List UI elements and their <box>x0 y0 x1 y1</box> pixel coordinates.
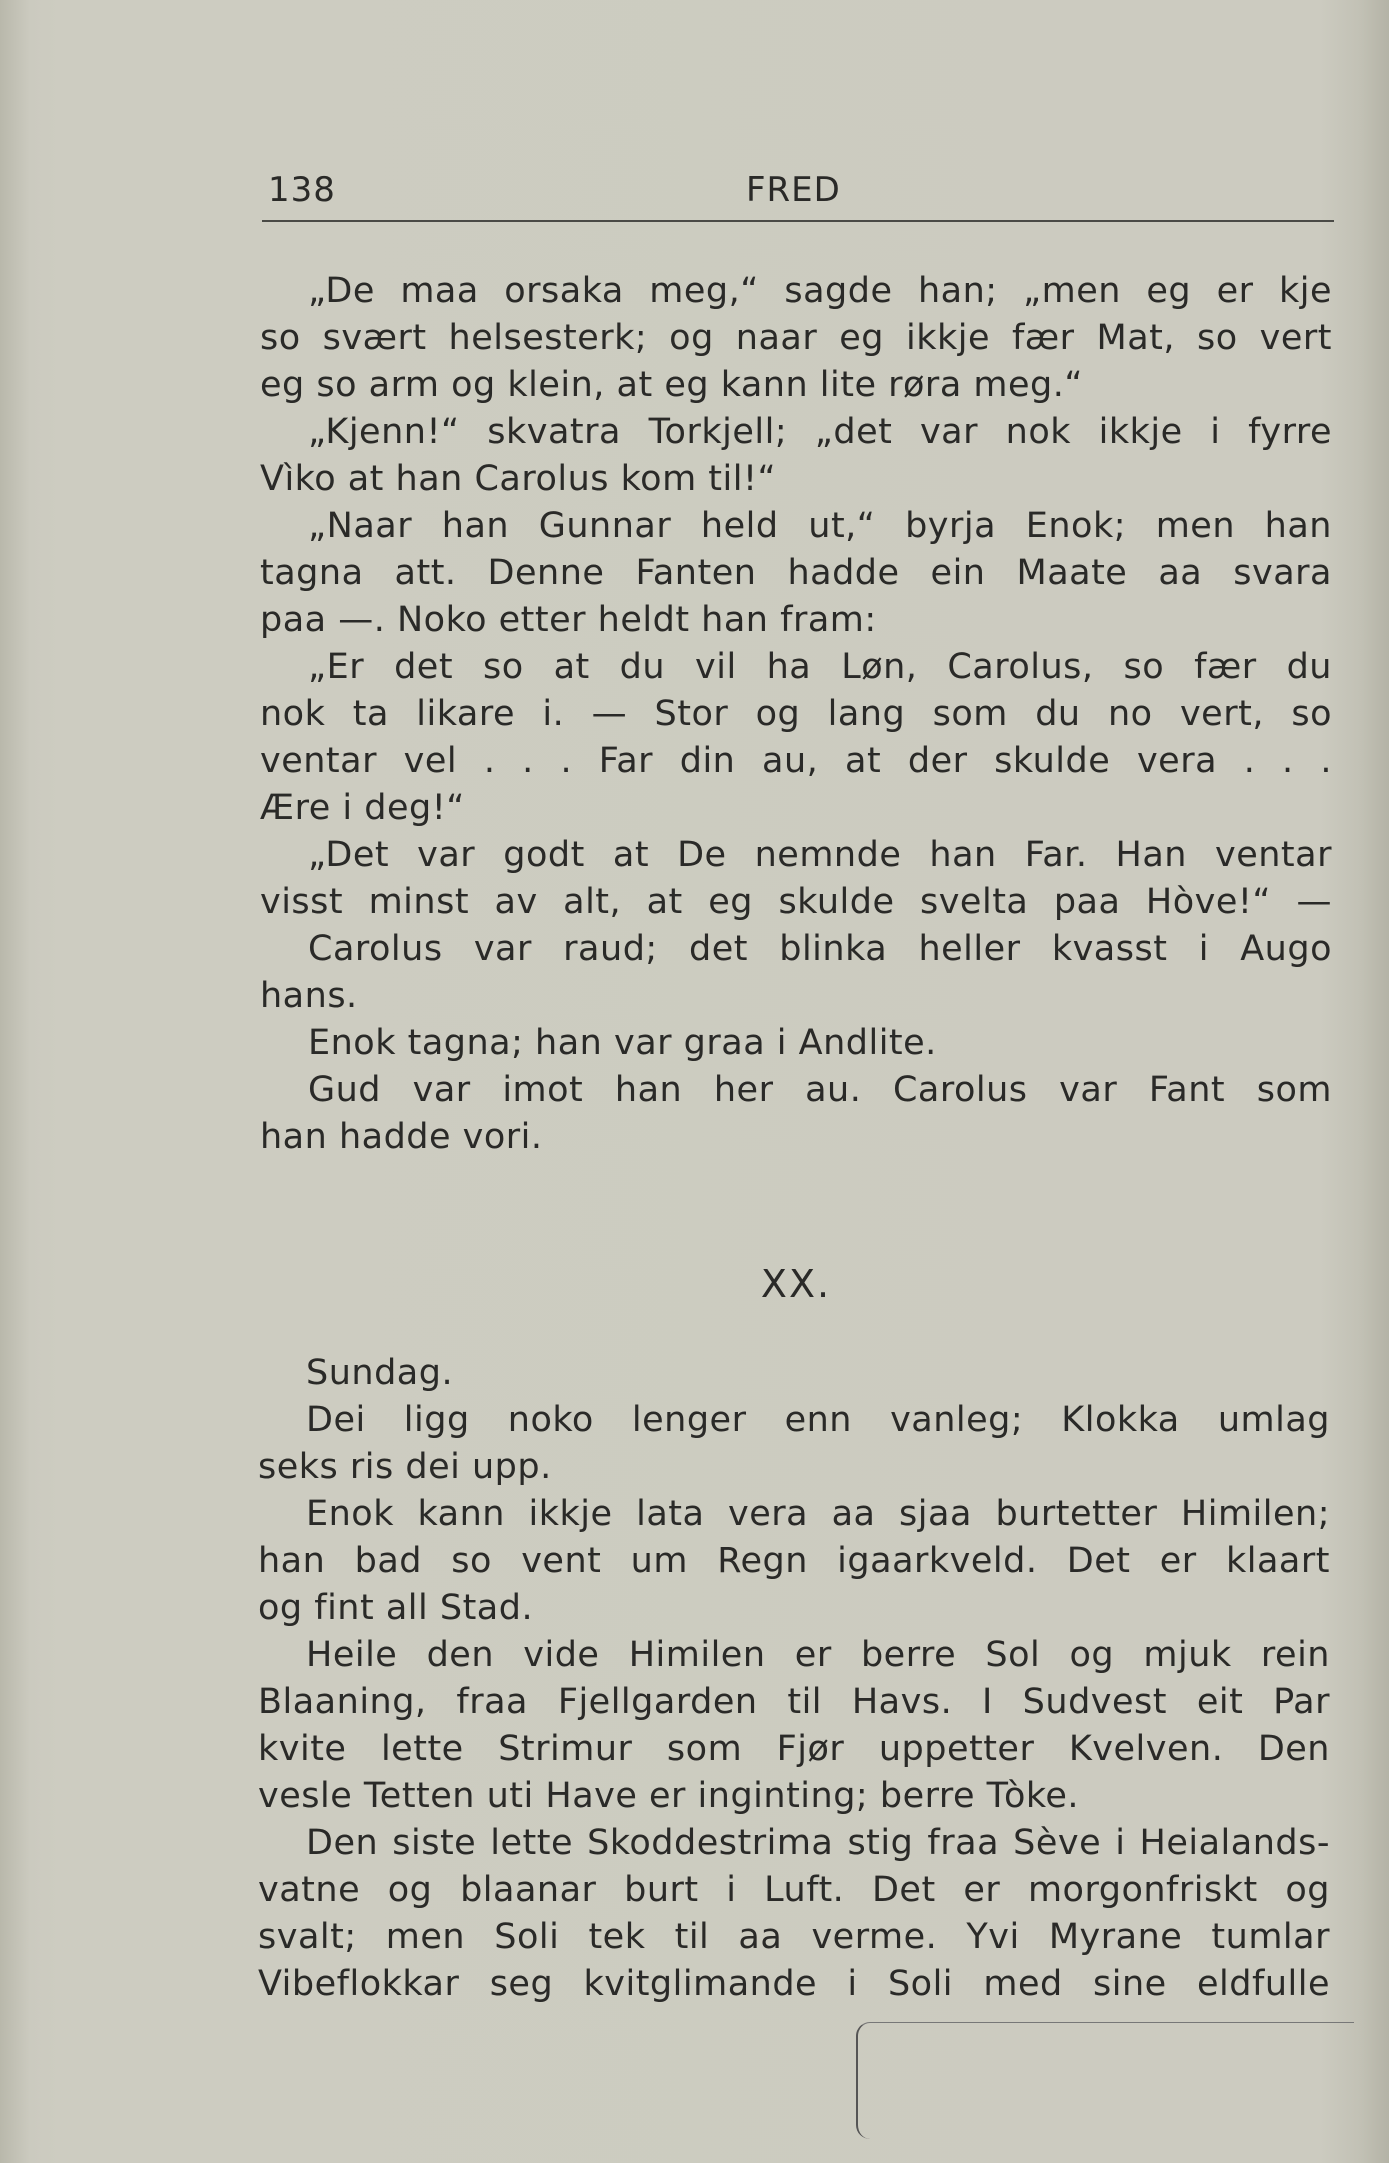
text-line: Carolus var raud; det blinka heller kvasst i Augo <box>308 929 1332 969</box>
text-line: „Naar han Gunnar held ut,“ byrja Enok; men han <box>308 506 1332 546</box>
text-line: vatne og blaanar burt i Luft. Det er morgonfriskt og <box>258 1870 1330 1910</box>
text-line: seks ris dei upp. <box>258 1447 552 1487</box>
text-line: „De maa orsaka meg,“ sagde han; „men eg er kje <box>308 271 1332 311</box>
text-line: han bad so vent um Regn igaarkveld. Det er klaart <box>258 1541 1330 1581</box>
text-line: vesle Tetten uti Have er inginting; berre Tòke. <box>258 1776 1080 1816</box>
chapter-heading: XX. <box>760 1262 832 1306</box>
text-line: hans. <box>260 976 358 1016</box>
text-line: Vibeflokkar seg kvitglimande i Soli med sine eldfulle <box>258 1964 1330 2004</box>
text-line: Dei ligg noko lenger enn vanleg; Klokka umlag <box>306 1400 1330 1440</box>
text-line: tagna att. Denne Fanten hadde ein Maate aa svara <box>260 553 1332 593</box>
text-line: paa —. Noko etter heldt han fram: <box>260 600 877 640</box>
text-line: Enok kann ikkje lata vera aa sjaa burtetter Himilen; <box>306 1494 1330 1534</box>
text-line: kvite lette Strimur som Fjør uppetter Kvelven. Den <box>258 1729 1330 1769</box>
text-line: svalt; men Soli tek til aa verme. Yvi Myrane tumlar <box>258 1917 1330 1957</box>
text-line: og fint all Stad. <box>258 1588 534 1628</box>
text-line: „Det var godt at De nemnde han Far. Han ventar <box>308 835 1332 875</box>
text-line: Heile den vide Himilen er berre Sol og mjuk rein <box>306 1635 1330 1675</box>
running-title: FRED <box>746 170 841 210</box>
chapter-text <box>258 1350 1330 2008</box>
text-line: Enok tagna; han var graa i Andlite. <box>308 1023 937 1063</box>
page-header <box>262 164 1334 222</box>
text-line: „Er det so at du vil ha Løn, Carolus, so fær du <box>308 647 1332 687</box>
text-line: so svært helsesterk; og naar eg ikkje fær Mat, so vert <box>260 318 1332 358</box>
text-line: Vìko at han Carolus kom til!“ <box>260 459 777 499</box>
page-number: 138 <box>268 170 336 210</box>
text-line: eg so arm og klein, at eg kann lite røra meg.“ <box>260 365 1083 405</box>
text-line: „Kjenn!“ skvatra Torkjell; „det var nok ikkje i fyrre <box>308 412 1332 452</box>
text-line: visst minst av alt, at eg skulde svelta paa Hòve!“ — <box>260 882 1332 922</box>
text-line: Ære i deg!“ <box>260 788 465 828</box>
text-line: Sundag. <box>306 1353 454 1393</box>
text-line: han hadde vori. <box>260 1117 543 1157</box>
text-line: Blaaning, fraa Fjellgarden til Havs. I Sudvest eit Par <box>258 1682 1330 1722</box>
text-line: ventar vel . . . Far din au, at der skulde vera . . . <box>260 741 1332 781</box>
body-text <box>260 268 1332 1161</box>
text-line: nok ta likare i. — Stor og lang som du no vert, so <box>260 694 1332 734</box>
text-line: Den siste lette Skoddestrima stig fraa Sève i Heialands- <box>306 1823 1330 1863</box>
paper-slip <box>856 2022 1354 2139</box>
text-line: Gud var imot han her au. Carolus var Fant som <box>308 1070 1332 1110</box>
